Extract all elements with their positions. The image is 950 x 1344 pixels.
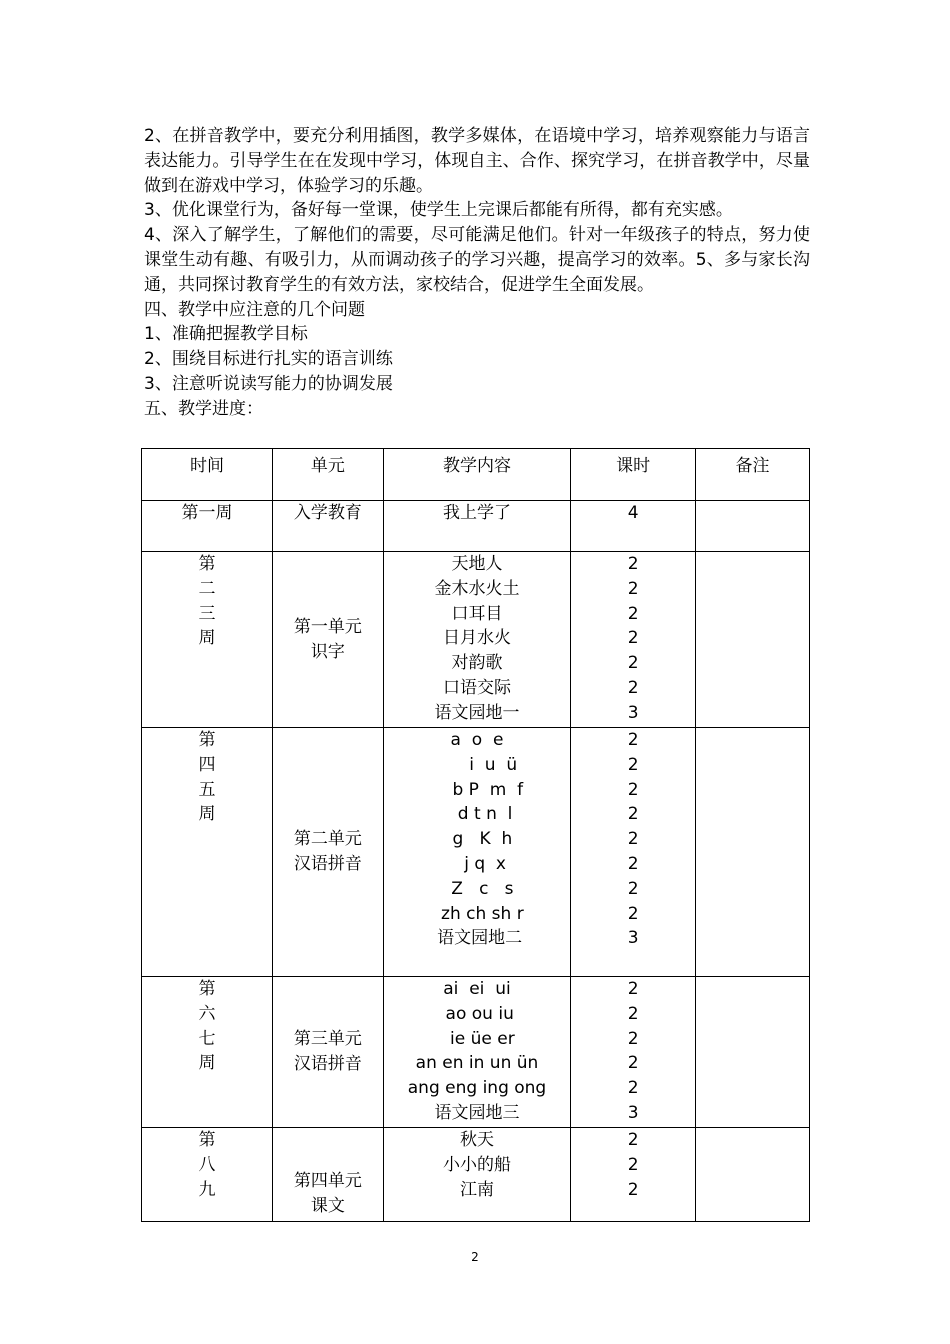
cell-line: 七 [198, 1028, 216, 1049]
cell-line: 对韵歌 [451, 653, 503, 674]
cell-line: ao ou iu [440, 1003, 514, 1024]
cell-line: 2 [627, 829, 639, 850]
week-cell [142, 977, 273, 1128]
cell-line: 五 [198, 779, 216, 800]
cell-line: 二 [198, 578, 216, 599]
paragraph-1: 2、在拼音教学中，要充分利用插图，教学多媒体，在语境中学习，培养观察能力与语言表达能力。引导学生在在发现中学习，体现自主、合作、探究学习，在拼音教学中，尽量做到在游戏中学习，体验学习的乐趣。 [144, 126, 810, 196]
cell-line: 口语交际 [442, 677, 511, 698]
cell-line: 日月水火 [442, 628, 511, 649]
cell-line: 课文 [310, 1196, 345, 1217]
cell-line: 3 [627, 1102, 639, 1123]
page-number: 2 [471, 1250, 479, 1264]
cell-line: d t n l [441, 804, 513, 825]
cell-line: 2 [627, 804, 639, 825]
cell-line: 3 [627, 928, 639, 949]
cell-line: 2 [627, 603, 639, 624]
table-header-row [142, 449, 810, 501]
paragraph-3: 4、深入了解学生，了解他们的需要，尽可能满足他们。针对一年级孩子的特点，努力使课堂生动有趣、有吸引力，从而调动孩子的学习兴趣，提高学习的效率。5、多与家长沟通，共同探讨教育学生的有效方法，家校结合，促进学生全面发展。 [144, 225, 810, 295]
unit-cell: 入学教育 [272, 501, 383, 552]
table-row [142, 552, 810, 728]
cell-line: 三 [198, 603, 216, 624]
cell-line: 天地人 [451, 554, 503, 574]
cell-line: 金木水火土 [434, 578, 520, 599]
cell-line: 周 [198, 804, 216, 825]
cell-line: 2 [627, 903, 639, 924]
hours-cell [571, 1128, 696, 1222]
hours-cell [571, 728, 696, 977]
content-cell: 我上学了 [383, 501, 570, 552]
week-cell [142, 728, 273, 977]
cell-line: 语文园地三 [434, 1102, 520, 1123]
cell-line: 第 [198, 730, 216, 750]
cell-line: 2 [627, 1003, 639, 1024]
cell-line: 第三单元 [293, 1029, 362, 1050]
cell-line: 2 [627, 979, 639, 999]
cell-line: 语文园地二 [431, 928, 523, 949]
cell-line: 第 [198, 554, 216, 574]
cell-line: 2 [627, 1053, 639, 1074]
header-content: 教学内容 [383, 449, 570, 501]
header-notes: 备注 [696, 449, 810, 501]
cell-line: ai ei ui [443, 979, 511, 999]
cell-line: 九 [198, 1179, 216, 1200]
cell-line: b P m f [430, 779, 524, 800]
cell-line: 汉语拼音 [293, 1054, 362, 1074]
cell-line: 四 [198, 754, 216, 775]
paragraph-2: 3、优化课堂行为，备好每一堂课，使学生上完课后都能有所得，都有充实感。 [144, 200, 733, 221]
unit-cell [272, 1128, 383, 1222]
cell-line: a o e [450, 730, 504, 750]
cell-line: 2 [627, 730, 639, 750]
cell-line: 2 [627, 779, 639, 800]
cell-line: 识字 [310, 641, 345, 662]
cell-line: 六 [198, 1003, 216, 1024]
table-row [142, 1128, 810, 1222]
week-cell [142, 552, 273, 728]
body-text [144, 124, 810, 422]
cell-line: 汉语拼音 [293, 854, 362, 874]
cell-line: 2 [627, 878, 639, 899]
unit-cell [272, 728, 383, 977]
cell-line: 3 [627, 702, 639, 723]
cell-line: ie üe er [439, 1028, 515, 1049]
unit-cell [272, 552, 383, 728]
cell-line: 2 [627, 1179, 639, 1200]
cell-line: i u ü [436, 754, 518, 775]
unit-cell-lines [273, 1169, 383, 1219]
cell-line: 第二单元 [293, 829, 362, 850]
note-cell [696, 728, 810, 977]
unit-cell [272, 977, 383, 1128]
header-unit: 单元 [272, 449, 383, 501]
list-item: 2、围绕目标进行扎实的语言训练 [144, 349, 393, 370]
cell-line: 2 [627, 628, 639, 649]
cell-line: 周 [198, 1053, 216, 1074]
cell-line: j q x [447, 853, 506, 874]
header-hours: 课时 [571, 449, 696, 501]
note-cell [696, 501, 810, 552]
table-row [142, 501, 810, 552]
section-heading-five: 五、教学进度： [144, 398, 263, 419]
cell-line: 2 [627, 853, 639, 874]
schedule-table [141, 448, 810, 1222]
content-cell [383, 552, 570, 728]
content-cell [383, 1128, 570, 1222]
cell-line: zh ch sh r [430, 903, 524, 924]
list-item: 3、注意听说读写能力的协调发展 [144, 373, 393, 394]
cell-line: 2 [627, 1130, 639, 1150]
hours-cell [571, 977, 696, 1128]
cell-line: 第 [198, 979, 216, 999]
content-cell [383, 977, 570, 1128]
cell-line: 语文园地一 [434, 702, 520, 723]
cell-line: 口耳目 [451, 603, 503, 624]
cell-line: Z c s [440, 878, 514, 899]
cell-line: 周 [198, 628, 216, 649]
cell-line: 第 [198, 1130, 216, 1150]
cell-line: 江南 [459, 1179, 494, 1200]
hours-cell [571, 552, 696, 728]
content-cell [383, 728, 570, 977]
cell-line: 秋天 [459, 1130, 494, 1150]
cell-line: 第一单元 [293, 616, 362, 637]
week-cell: 第一周 [142, 501, 273, 552]
section-heading-four: 四、教学中应注意的几个问题 [144, 299, 365, 320]
table-row [142, 728, 810, 977]
cell-line: 八 [198, 1154, 216, 1175]
note-cell [696, 1128, 810, 1222]
week-cell [142, 1128, 273, 1222]
cell-line: 2 [627, 554, 639, 574]
cell-line: 第四单元 [293, 1171, 362, 1192]
hours-cell: 4 [571, 501, 696, 552]
cell-line: 2 [627, 677, 639, 698]
cell-line: an en in un ün [415, 1053, 539, 1074]
cell-line: g K h [441, 829, 513, 850]
table-row [142, 977, 810, 1128]
cell-line: 2 [627, 754, 639, 775]
note-cell [696, 552, 810, 728]
cell-line: ang eng ing ong [407, 1078, 547, 1099]
cell-line: 2 [627, 1154, 639, 1175]
cell-line: 2 [627, 578, 639, 599]
cell-line: 2 [627, 653, 639, 674]
list-item: 1、准确把握教学目标 [144, 324, 308, 345]
cell-line: 2 [627, 1078, 639, 1099]
cell-line: 小小的船 [442, 1154, 511, 1175]
header-time: 时间 [142, 449, 273, 501]
cell-line: 2 [627, 1028, 639, 1049]
note-cell [696, 977, 810, 1128]
